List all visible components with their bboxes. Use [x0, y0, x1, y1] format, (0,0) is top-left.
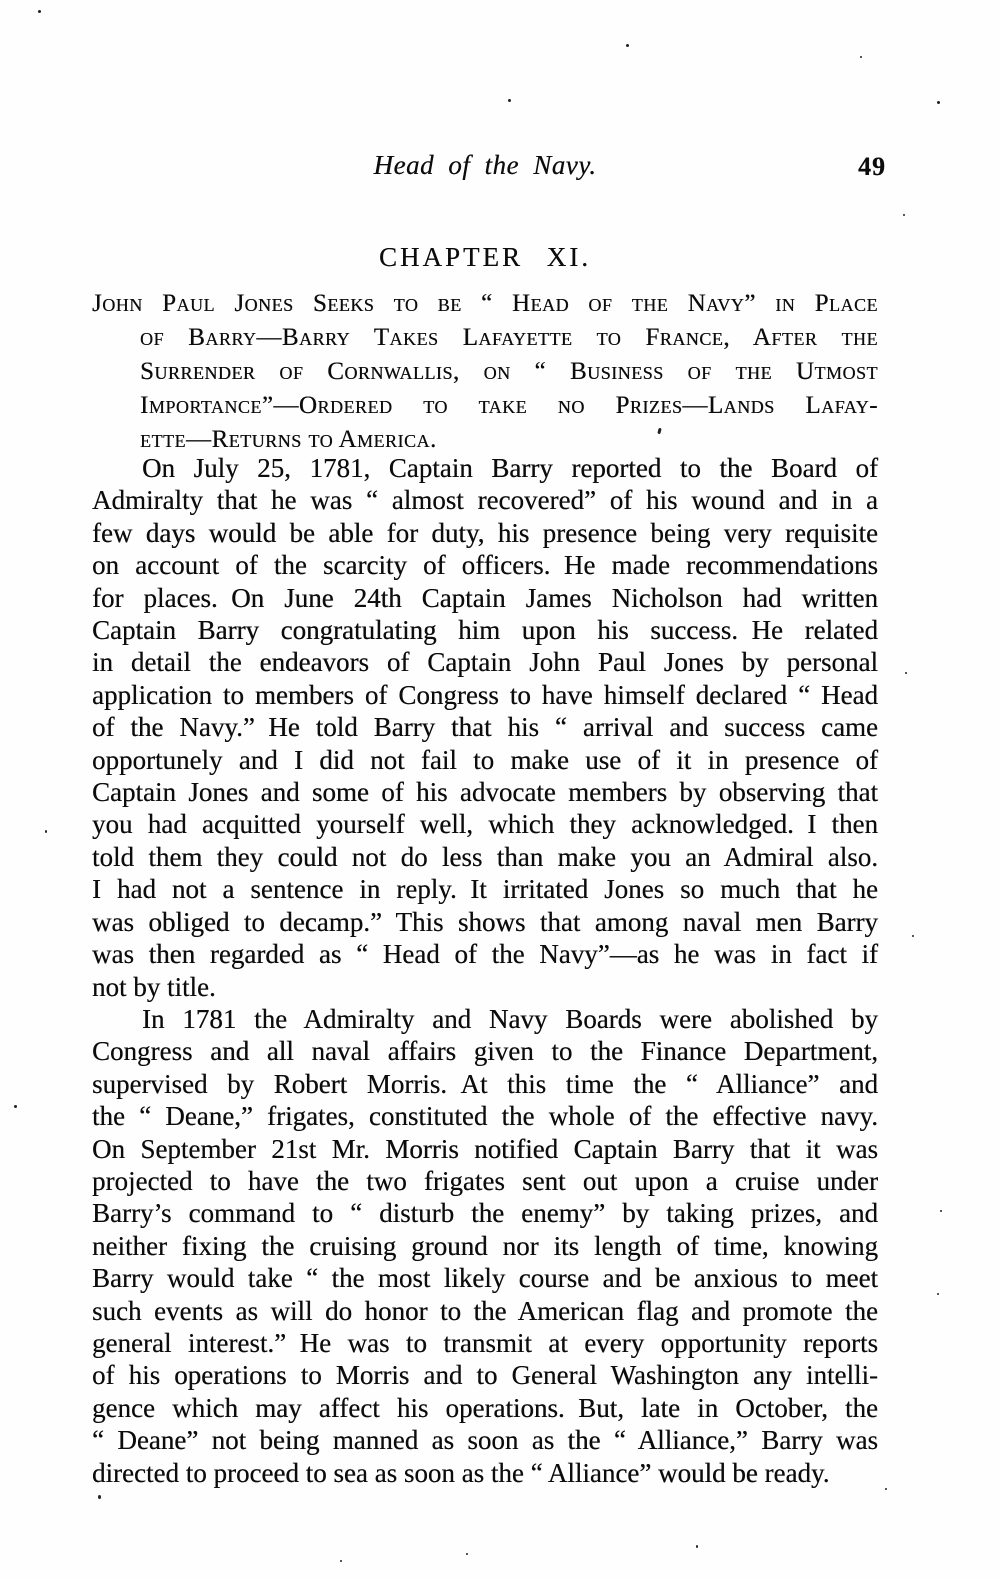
text-line: I had not a sentence in reply. It irritated Jones so much that he [92, 874, 878, 905]
text-line: of his operations to Morris and to General Washington any intelli- [92, 1360, 878, 1391]
text-line: Barry would take “ the most likely course and be anxious to meet [92, 1263, 878, 1294]
scan-speck [340, 1560, 342, 1562]
scan-speck [905, 672, 907, 674]
text-line: such events as will do honor to the American flag and promote the [92, 1295, 878, 1326]
text-line: projected to have the two frigates sent out upon a cruise under [92, 1165, 878, 1196]
paragraph [92, 1003, 878, 1489]
text-line: application to members of Congress to have himself declared “ Head [92, 679, 878, 710]
text-line: gence which may affect his operations. But, late in October, the [92, 1392, 878, 1423]
paragraph [92, 452, 878, 1003]
summary-line: John Paul Jones Seeks to be “ Head of the Navy” in Place [92, 290, 878, 317]
text-line: opportunely and I did not fail to make use of it in presence of [92, 744, 878, 775]
chapter-summary [92, 287, 878, 457]
text-line: in detail the endeavors of Captain John Paul Jones by personal [92, 647, 878, 678]
scan-speck [98, 1495, 101, 1499]
text-line: was obliged to decamp.” This shows that among naval men Barry [92, 906, 878, 937]
text-line: On July 25, 1781, Captain Barry reported to the Board of [142, 453, 878, 483]
text-line: Admiralty that he was “ almost recovered” of his wound and in a [92, 485, 878, 516]
page-number: 49 [858, 152, 886, 181]
text-line: on account of the scarcity of officers. He made recommendations [92, 550, 878, 581]
chapter-heading: CHAPTER XI. [378, 242, 591, 272]
summary-line: ette—Returns to America. [140, 426, 437, 453]
scan-speck [903, 214, 905, 216]
scan-speck [626, 44, 629, 47]
summary-line: Surrender of Cornwallis, on “ Business of the Utmost [140, 358, 878, 385]
text-line: Congress and all naval affairs given to the Finance Department, [92, 1036, 878, 1067]
scan-speck [912, 935, 914, 937]
text-line: was then regarded as “ Head of the Navy”—as he was in fact if [92, 939, 878, 970]
text-line: told them they could not do less than make you an Admiral also. [92, 841, 878, 872]
running-header-title: Head of the Navy. [373, 150, 597, 180]
text-line: In 1781 the Admiralty and Navy Boards were abolished by [142, 1003, 878, 1034]
body-text [92, 452, 878, 1489]
scan-speck [937, 1293, 939, 1295]
scan-speck [45, 830, 47, 833]
text-line: few days would be able for duty, his presence being very requisite [92, 517, 878, 548]
scan-speck [885, 1488, 887, 1490]
text-line: you had acquitted yourself well, which they acknowledged. I then [92, 809, 878, 840]
text-line: “ Deane” not being manned as soon as the “ Alliance,” Barry was [92, 1425, 878, 1456]
scan-speck [38, 10, 41, 13]
text-line: the “ Deane,” frigates, constituted the whole of the effective navy. [92, 1101, 878, 1132]
text-line: general interest.” He was to transmit at every opportunity reports [92, 1327, 878, 1358]
scan-speck [937, 101, 940, 104]
text-line: On September 21st Mr. Morris notified Captain Barry that it was [92, 1133, 878, 1164]
scan-speck [466, 1553, 468, 1555]
scan-speck [14, 1105, 17, 1108]
text-line: neither fixing the cruising ground nor its length of time, knowing [92, 1230, 878, 1261]
scan-speck [940, 1210, 942, 1212]
text-line: of the Navy.” He told Barry that his “ arrival and success came [92, 712, 878, 743]
scan-speck [508, 99, 511, 102]
summary-line: Importance”—Ordered to take no Prizes—Lands Lafay- [140, 392, 878, 419]
text-line: for places. On June 24th Captain James Nicholson had written [92, 582, 878, 613]
text-line: directed to proceed to sea as soon as the “ Alliance” would be ready. [92, 1457, 830, 1488]
scan-speck [860, 56, 862, 58]
text-line: supervised by Robert Morris. At this time the “ Alliance” and [92, 1068, 878, 1099]
text-line: Barry’s command to “ disturb the enemy” by taking prizes, and [92, 1198, 878, 1229]
text-line: not by title. [92, 971, 216, 1002]
scan-speck [696, 1545, 698, 1548]
text-line: Captain Jones and some of his advocate members by observing that [92, 777, 878, 808]
summary-line: of Barry—Barry Takes Lafayette to France, After the [140, 324, 878, 351]
text-line: Captain Barry congratulating him upon his success. He related [92, 615, 878, 646]
running-header [92, 150, 886, 188]
